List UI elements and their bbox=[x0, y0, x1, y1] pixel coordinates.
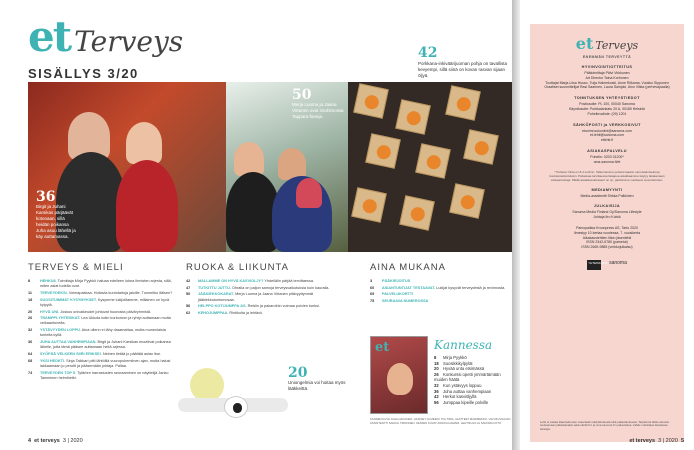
imprint-line: Art Director Taina Korhonen bbox=[585, 75, 629, 80]
toc-entry[interactable] bbox=[28, 291, 178, 296]
imprint-line: Tuottajat Marja-Liisa Husso, Tuija Halmekoski, Anne Riikama, Vuokko Sipponen bbox=[545, 80, 669, 85]
toc-entry[interactable] bbox=[28, 328, 178, 338]
imprint-heading: JULKAISIJA bbox=[593, 204, 621, 209]
page-number: 32 bbox=[28, 328, 33, 333]
folio-brand: et terveys bbox=[629, 438, 656, 444]
kannessa-heading: Kannessa bbox=[434, 338, 493, 352]
entry-text: Kysymme lukijoiltamme, millainen on hyvä kylpylä. bbox=[40, 297, 170, 307]
toc-entry[interactable] bbox=[370, 279, 510, 284]
photo-hockey-fans bbox=[226, 82, 348, 252]
kannessa-item[interactable] bbox=[434, 400, 510, 406]
moon-illustration bbox=[190, 368, 224, 402]
entry-tag: YSTÄVYYDEN LOPPU. bbox=[40, 328, 81, 333]
imprint-line: Päätoimittaja Päivi Virkkunen bbox=[584, 71, 630, 75]
sanoma-logo: sanoma bbox=[609, 259, 627, 266]
item-text: Suosikkikylpylät bbox=[443, 360, 473, 366]
imprint-line[interactable]: etunimi.sukunimi@sanoma.com bbox=[582, 128, 632, 133]
teaser-text: Porkkana-inkiväärijuoman pohja on tavallista kevyempi, sillä siinä on kovan rasvan sijaan öljyä. bbox=[418, 61, 508, 78]
imprint-line: ISSN 2342-6780 (painetut) bbox=[586, 240, 628, 245]
page-number: 26 bbox=[28, 316, 33, 321]
item-text: Juha auttaa vanhempiaan bbox=[443, 388, 492, 394]
toc-entry[interactable] bbox=[370, 299, 510, 304]
entry-tag: MALLAMME ON HYVÄ KASVIOLJY? bbox=[198, 279, 264, 283]
imprint-line: Käyntiosoite: Porkkalankatu 20 A, 00180 Helsinki bbox=[568, 106, 646, 111]
imprint-line[interactable]: etlehti.fi bbox=[600, 138, 614, 143]
imprint-section bbox=[530, 204, 684, 220]
entry-tag: HYVÄ UNI. bbox=[40, 309, 60, 314]
imprint-section bbox=[530, 226, 684, 250]
teaser-text: Birgit ja Juhani Karsikas pärjäävät kotonaan, sillä heidän poikansa Juha asuu lähellä ja käy auttamassa. bbox=[36, 204, 76, 239]
toc-entry[interactable] bbox=[28, 316, 178, 326]
entry-tag: TRAMPPI-YHTEISKAT. bbox=[40, 316, 81, 321]
imprint-box bbox=[530, 24, 684, 442]
entry-tag: TERVEYDEN TOP 5. bbox=[40, 370, 77, 375]
entry-tag: TUTKITTU JUTTU. bbox=[198, 285, 231, 290]
teaser-42 bbox=[418, 46, 508, 79]
page-number: 56 bbox=[186, 304, 191, 309]
badge-icon bbox=[587, 260, 608, 270]
page-number: 18 bbox=[28, 297, 33, 302]
entry-tag: SYÖPÄÄ VELKEEN SIIRI ERIKSEI. bbox=[40, 351, 102, 356]
entry-tag: SEURAAVA NUMEROSSA bbox=[382, 299, 429, 304]
teaser-number: 50 bbox=[292, 87, 312, 103]
imprint-logo bbox=[530, 34, 684, 53]
entry-text: Neinen tietää jo päättää asian itse. bbox=[102, 351, 162, 356]
entry-text: Sinja Talkkari pitti lähtöillä vuoropuhemiinen ajan, mutta halusi lakkaamaan jo perutti ja pääsemään johtaja. Pallaa. bbox=[40, 358, 171, 368]
imprint-heading: MEDIAMYYNTI bbox=[591, 187, 623, 192]
page-number: 32 bbox=[434, 382, 439, 388]
page-number: 26 bbox=[434, 371, 439, 377]
entry-text: Tytärten harrastusten seuraaminen on näyttelijä Janko Tamminen helmihetki. bbox=[40, 370, 169, 380]
photo-caption-50 bbox=[292, 88, 344, 120]
imprint-badges bbox=[530, 260, 684, 270]
teaser-text: Uniongelmia voi hoitaa myös lääkkeittä. bbox=[288, 380, 346, 391]
toc-entry[interactable] bbox=[28, 359, 178, 369]
entry-text: Yhdellälin pärjää tervittaessa. bbox=[264, 279, 315, 283]
page-number: 42 bbox=[434, 394, 439, 400]
entry-text: Birgit ja Juhani Karsikas muuttivat poikansa lähelle, jotta tämä pääsee auttamaan heitä arjessa. bbox=[40, 340, 171, 350]
page-number: 64 bbox=[28, 351, 33, 356]
entry-text: Ohralla on paljon samoja terveysvaikutuksia kuin kauralla. bbox=[231, 285, 330, 290]
page-number: 69 bbox=[370, 292, 375, 297]
cover-logo: et bbox=[375, 340, 390, 355]
section-terveys-mieli bbox=[28, 262, 178, 382]
logo-word: Terveys bbox=[74, 25, 184, 58]
folio-left bbox=[28, 438, 83, 444]
toc-entry[interactable] bbox=[28, 310, 178, 315]
entry-tag: TERVEYDEKSI. bbox=[40, 290, 68, 295]
imprint-line[interactable]: oma.sanoma.fi/et bbox=[593, 159, 621, 164]
toc-entry[interactable] bbox=[186, 292, 344, 302]
imprint-section bbox=[530, 65, 684, 90]
page-number: 8 bbox=[28, 279, 31, 283]
logo-word: Terveys bbox=[595, 39, 639, 52]
entry-tag: JUHA AUTTAA VANHEMPIAAN. bbox=[40, 340, 97, 345]
sheep-icon bbox=[224, 396, 248, 418]
imprint-line: Sanoma Media Finland Oy/Sanoma Lifestyle bbox=[572, 210, 642, 215]
imprint-note: * Puhelun hinta on 8,4 snt/min. Tallennamme puhelut laadun varmistamiseksi ja koulutustarkoituksiin. Palveluaa tarvittaessa lisäapua asiakkaamme käytyy lakatamaan vastaanottoaja. Mikäli asiakaseskitusauri on vp, pävitämme vuotiteesi suunnitelmien. bbox=[549, 169, 665, 182]
item-text: Herkut kasviöljyllä bbox=[443, 394, 477, 400]
imprint-heading: SÄHKÖPOSTI ja VERKKOSIVUT bbox=[573, 122, 641, 127]
page-number: 36 bbox=[28, 340, 33, 345]
entry-text: Toimittaja Mirja Pyykkö haluaa edelleen lukea ihmisten arjesta, sillä, miten asiat todella ovat. bbox=[40, 279, 172, 289]
magazine-logo bbox=[28, 14, 183, 60]
logo-et: et bbox=[28, 12, 71, 61]
folio-brand: et terveys bbox=[34, 438, 60, 444]
page-number: 47 bbox=[186, 285, 191, 290]
toc-entry[interactable] bbox=[28, 298, 178, 308]
entry-text: Rintikoita ja lehtävii. bbox=[229, 311, 263, 316]
imprint-line[interactable]: et-lehti@sanoma.com bbox=[589, 133, 625, 138]
toc-entry[interactable] bbox=[28, 371, 178, 381]
photo-caption-36 bbox=[36, 190, 78, 240]
entry-tag: ASIANTUNTIJAT TESTAAVAT. bbox=[382, 285, 436, 290]
section-heading: AINA MUKANA bbox=[370, 262, 446, 273]
page-number: 3 bbox=[370, 279, 373, 283]
page-number: 74 bbox=[28, 370, 33, 375]
entry-text: Merja Luoma ja Jaana Virtanen pitävyyttynmät jääkiekkotuntomosaa. bbox=[198, 292, 314, 302]
entry-tag: HEHKU8. bbox=[40, 279, 57, 283]
imprint-line: Aikakauslehtien liiton jäsenlehti bbox=[582, 235, 632, 240]
spine-gutter bbox=[512, 0, 520, 450]
folio-issue: 3 | 2020 bbox=[658, 438, 678, 444]
toc-entry[interactable] bbox=[186, 286, 344, 291]
imprint-line: Painopaikka Kroonpress AS, Tarto 2020 bbox=[576, 225, 638, 230]
imprint-section bbox=[530, 149, 684, 165]
entry-tag: SUOSITUIMMAT KYSYMYKSET. bbox=[40, 297, 97, 302]
imprint-line: Media-assistentti Sirkka Pulkkinen bbox=[580, 193, 634, 198]
imprint-line: Ilmestyy 10 kertaa vuodessa, 7. vuosikerta bbox=[573, 230, 641, 235]
page-number: 60 bbox=[370, 285, 375, 290]
folio-right bbox=[629, 438, 684, 444]
toc-entry[interactable] bbox=[186, 279, 344, 284]
page-number: 56 bbox=[434, 399, 439, 405]
teaser-number: 36 bbox=[36, 189, 56, 205]
page-number: 18 bbox=[434, 360, 439, 366]
entry-tag: YKSI HEDKTI. bbox=[40, 358, 66, 363]
page-number: 20 bbox=[28, 309, 33, 314]
imprint-disclaimer: Lehti ei vastaa tilaamattomien materiaalin säilyttämisestä eikä palauttamisesta. Tarjotta tai tilattu aineisto tuotteamaan julkaistavaksi sekä etlehti.fi:n ja oma.sanoma.fi:n palveluissa. Lähde mainittava lainatessa tekstejä. bbox=[540, 419, 670, 432]
imprint-line: Postiosoite: PL 100, 00040 Sanoma bbox=[579, 102, 635, 107]
teaser-number: 42 bbox=[418, 45, 438, 61]
kannessa-list bbox=[434, 338, 510, 405]
toc-entry[interactable] bbox=[28, 279, 178, 289]
photo-pastries bbox=[348, 82, 512, 252]
imprint-line: Johtaja Ilro Kulvik bbox=[593, 215, 621, 220]
entry-tag: PÄÄKIRJOITUS bbox=[382, 279, 411, 283]
toc-entry[interactable] bbox=[370, 292, 510, 297]
item-text: Kun ystävyys loppuu bbox=[443, 382, 482, 388]
section-heading: TERVEYS & MIELI bbox=[28, 262, 124, 273]
toc-entry[interactable] bbox=[186, 311, 344, 316]
imprint-heading: HYVINVOINTIOTTEITUS bbox=[581, 65, 633, 69]
entry-tag: HELPPO KOTIJUMPPA 2/6. bbox=[198, 304, 247, 309]
imprint-line: Puhelinvaihde: (09) 1201 bbox=[587, 111, 627, 116]
page-number: 5 bbox=[680, 438, 684, 444]
page-number: 36 bbox=[434, 388, 439, 394]
entry-tag: JÄÄKIEKKOKARAT. bbox=[198, 292, 235, 297]
section-ruoka-liikunta bbox=[186, 262, 344, 318]
item-text: Konkurssi opetti ymmärtämään muiden häätä bbox=[434, 371, 501, 383]
page-number: 42 bbox=[186, 279, 191, 283]
page-number: 11 bbox=[28, 290, 33, 295]
page-number: 4 bbox=[28, 438, 32, 444]
imprint-heading: ASIAKASPALVELU bbox=[587, 148, 627, 153]
page-number: 62 bbox=[186, 311, 191, 316]
photo-couple bbox=[28, 82, 226, 252]
toc-entry[interactable] bbox=[186, 304, 344, 309]
imprint-tagline: ENEMMÄN TERVEYTTÄ bbox=[582, 55, 632, 59]
item-text: Jumppaa kipeille polville bbox=[443, 399, 489, 405]
page-number: 68 bbox=[28, 358, 33, 363]
page-number: 75 bbox=[370, 299, 375, 304]
section-aina-mukana bbox=[370, 262, 510, 306]
imprint-line: Puhelin: 0203 31200* bbox=[590, 154, 624, 159]
toc-entry[interactable] bbox=[28, 352, 178, 357]
entry-tag: PALVELUKORTTI bbox=[382, 292, 414, 297]
imprint-section bbox=[530, 123, 684, 143]
item-text: Hyvää unta etsimässä bbox=[443, 366, 485, 372]
toc-entry[interactable] bbox=[370, 286, 510, 291]
kannessa-item[interactable] bbox=[434, 372, 510, 383]
logo-et: et bbox=[575, 34, 594, 53]
entry-text: Lukijat kysyvät terveydestä ja revinnosta. bbox=[436, 285, 506, 290]
folio-issue: 3 | 2020 bbox=[62, 438, 83, 444]
teaser-number: 20 bbox=[288, 365, 308, 381]
entry-text: Voimapakkaa. Hoitavia kuntotaitoja jaloille. Tunneitko itäisen? bbox=[68, 290, 173, 295]
imprint-section bbox=[530, 96, 684, 116]
cover-thumbnail bbox=[370, 336, 428, 414]
imprint-page bbox=[520, 0, 694, 450]
entry-text: Reisiin ja pakaroihin voimaa polvien tueksi. bbox=[247, 304, 320, 309]
page-number: 50 bbox=[186, 292, 191, 297]
imprint-heading: TOIMITUKSEN YHTEYSTIEDOT bbox=[574, 96, 640, 101]
imprint-section bbox=[530, 188, 684, 199]
section-heading: RUOKA & LIIKUNTA bbox=[186, 262, 289, 273]
imprint-line: Graafiset suunnittelijat Rasi Saarinen, Laura Sainjoki, Aino Vilsta (perhevapaalla) bbox=[544, 85, 670, 90]
toc-entry[interactable] bbox=[28, 340, 178, 350]
entry-tag: KEHOJUMPPAA. bbox=[198, 311, 229, 316]
entry-text: Joskus univaikeudet johtuvat huonosta päiväryhmistä. bbox=[60, 309, 152, 314]
teaser-20 bbox=[288, 366, 348, 392]
imprint-line: ISSN 2669-9885 (verkkojulkaisu) bbox=[581, 245, 633, 250]
page-number: 20 bbox=[434, 366, 439, 372]
badge-text: YHTEISKIRJA bbox=[587, 260, 601, 270]
page-number: 8 bbox=[434, 355, 437, 360]
item-text: Mirja Pyykkö bbox=[443, 355, 467, 360]
entry-text: Aina ollenn ei lähy draamattaa, mutta monenlaisia tunteita kyllä. bbox=[40, 328, 166, 338]
teaser-text: Merja Luoma ja Jaana Virtanen ovat intohimoisia Tappara-faneja. bbox=[292, 102, 344, 119]
cover-credit: KANNEN KUVA JUHA HAKONEN, HIUKSET JA MEIKKI TIIA TIIRA, VAATTEET MARIMEKKO, VALOKUVAAJAN ASSISTENTTI SAMULI TIRRONEN, MUIDEN KUVAT ANNIKA HAMARI, LEHTIKUVA JA SANOMA FOTO bbox=[370, 417, 511, 425]
page-title: SISÄLLYS 3/20 bbox=[28, 66, 139, 81]
entry-text: Lea Ukkola kotin korkoruon ja ryhtyi auttamaan muita velkaantuneita. bbox=[40, 316, 171, 326]
